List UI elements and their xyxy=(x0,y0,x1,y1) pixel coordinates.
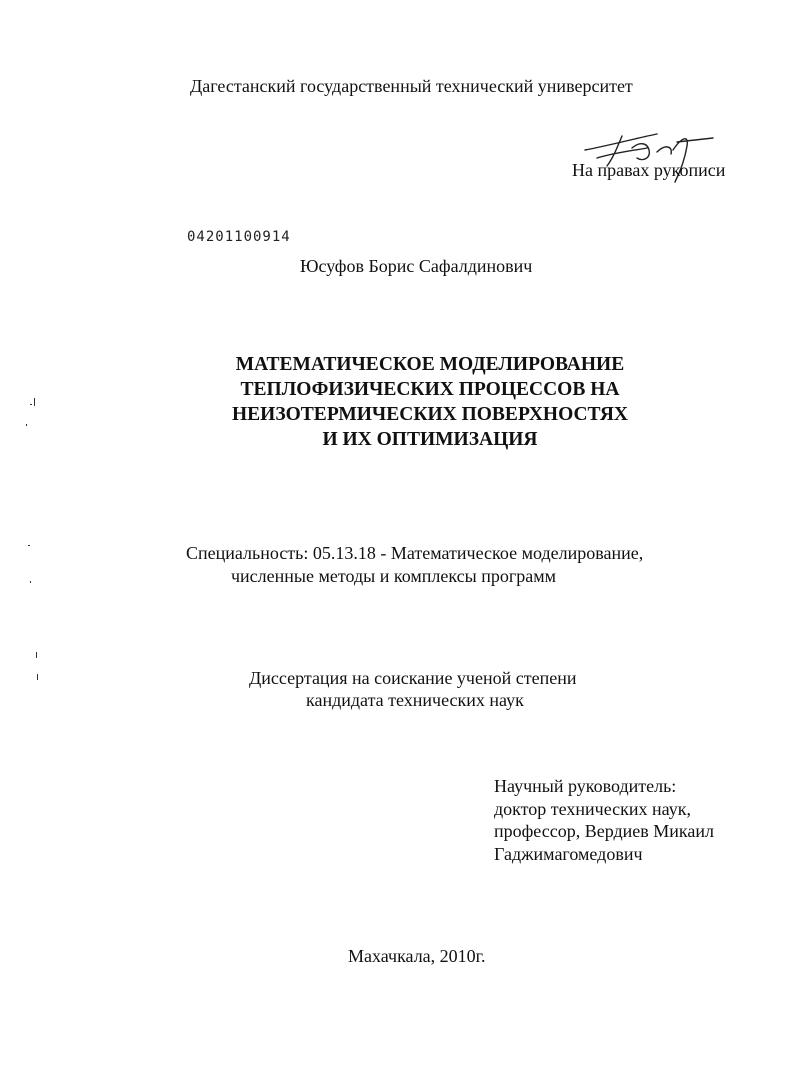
supervisor-line: профессор, Вердиев Микаил xyxy=(494,821,714,841)
supervisor-block xyxy=(494,775,714,865)
supervisor-line: Научный руководитель: xyxy=(494,776,677,796)
title-line: МАТЕМАТИЧЕСКОЕ МОДЕЛИРОВАНИЕ xyxy=(235,354,625,375)
scan-speck xyxy=(26,424,27,426)
document-number: 04201100914 xyxy=(187,229,291,245)
university-name: Дагестанский государственный технический университет xyxy=(190,76,633,96)
scan-speck xyxy=(30,404,32,405)
title-line: ТЕПЛОФИЗИЧЕСКИХ ПРОЦЕССОВ НА xyxy=(240,379,620,400)
dissertation-title xyxy=(170,352,690,452)
scan-speck xyxy=(28,545,30,546)
title-line: НЕИЗОТЕРМИЧЕСКИХ ПОВЕРХНОСТЯХ xyxy=(232,404,628,425)
specialty-line-1: Специальность: 05.13.18 - Математическое моделирование, xyxy=(186,543,644,563)
scan-speck xyxy=(37,674,38,680)
manuscript-rights-note: На правах рукописи xyxy=(572,160,726,180)
author-name: Юсуфов Борис Сафалдинович xyxy=(300,256,533,276)
supervisor-line: доктор технических наук, xyxy=(494,798,691,819)
degree-line-2: кандидата технических наук xyxy=(306,690,524,710)
degree-line-1: Диссертация на соискание ученой степени xyxy=(249,668,577,688)
scan-speck xyxy=(36,652,37,658)
scan-speck xyxy=(30,581,31,583)
scan-speck xyxy=(34,398,35,406)
specialty-line-2: численные методы и комплексы программ xyxy=(231,566,557,586)
title-line: И ИХ ОПТИМИЗАЦИЯ xyxy=(322,429,538,450)
supervisor-line: Гаджимагомедович xyxy=(494,843,643,864)
place-and-year: Махачкала, 2010г. xyxy=(348,946,486,966)
